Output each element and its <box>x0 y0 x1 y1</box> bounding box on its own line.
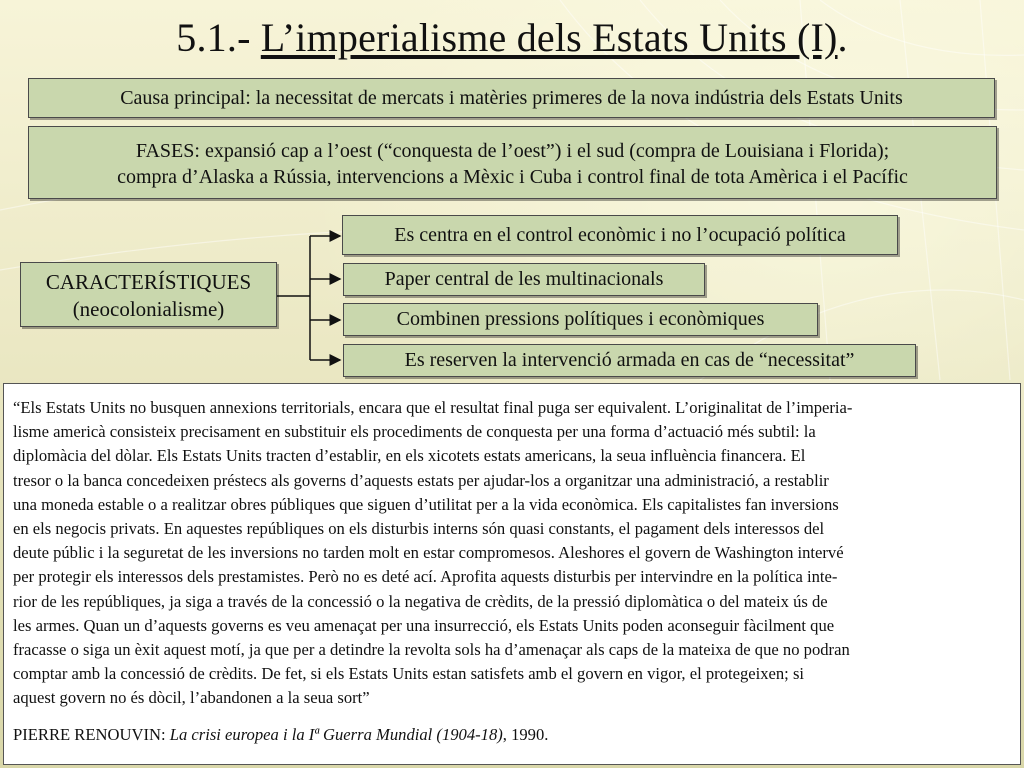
quote-line: rior de les repúbliques, ja siga a través de la concessió o la negativa de crèdits, de la pressió diplomàtica o del mateix ús de <box>13 591 828 611</box>
phases-line-1-text: : expansió cap a l’oest (“conquesta de l’oest”) i el sud (compra de Louisiana i Florida); <box>194 140 890 162</box>
quote-line: aquest govern no és dòcil, l’abandonen a la seua sort” <box>13 688 370 708</box>
quote-line: en els negocis privats. En aquestes repúbliques on els disturbis interns són quasi constants, el pagament dels interessos del <box>13 519 825 539</box>
characteristics-subtitle: (neocolonialisme) <box>72 297 225 321</box>
quote-line: per protegir els interessos dels prestamistes. Però no es deté ací. Aprofita aquests disturbis per intervindre en la política inte- <box>13 567 838 587</box>
quote-line: les armes. Quan un d’aquests governs es veu amenaçat per una insurrecció, els Estats Units poden aconseguir fàcilment que <box>13 615 835 635</box>
title-text: L’imperialisme dels Estats Units (I) <box>260 15 838 60</box>
quote-line: comptar amb la concessió de crèdits. De fet, si els Estats Units estan satisfets amb el govern en vigor, el protegeixen; si <box>13 664 805 684</box>
characteristics-box <box>20 262 277 327</box>
phases-line-2: compra d’Alaska a Rússia, intervencions a Mèxic i Cuba i control final de tota Amèrica i el Pacífic <box>117 166 908 188</box>
quote-line: diplomàcia del dòlar. Els Estats Units tracten d’establir, en els xicotets estats americans, la seua influència financera. El <box>13 446 806 466</box>
characteristics-title: CARACTERÍSTIQUES <box>45 270 252 294</box>
characteristic-item-2: Paper central de les multinacionals <box>343 263 705 296</box>
title-end: . <box>837 15 848 60</box>
characteristic-item-1: Es centra en el control econòmic i no l’ocupació política <box>342 215 898 255</box>
quote-author: PIERRE RENOUVIN: <box>13 724 166 744</box>
quote-year: , 1990. <box>502 724 549 744</box>
cause-label: Causa principal <box>120 87 246 109</box>
quote-line: “Els Estats Units no busquen annexions territorials, encara que el resultat final puga ser equivalent. L’originalitat de l’imperia- <box>13 398 853 417</box>
phases-label: FASES <box>135 140 195 162</box>
quote-box <box>3 383 1021 765</box>
main-cause-box <box>28 78 995 118</box>
characteristic-item-4: Es reserven la intervenció armada en cas de “necessitat” <box>343 344 916 377</box>
quote-line: tresor o la banca concedeixen préstecs als governs d’aquests estats per ajudar-los a organitzar una administració, a restablir <box>13 470 829 490</box>
phases-box <box>28 126 997 199</box>
title-number: 5.1.- <box>176 15 251 60</box>
characteristic-item-3: Combinen pressions polítiques i econòmiques <box>343 303 818 336</box>
page-title <box>0 14 1024 61</box>
phases-line-1 <box>29 138 996 164</box>
cause-text: : la necessitat de mercats i matèries primeres de la nova indústria dels Estats Units <box>245 87 903 109</box>
quote-line: lisme americà consisteix precisament en substituir els procediments de conquesta per una forma d’actuació més subtil: la <box>13 422 816 442</box>
quote-line: deute públic i la seguretat de les inversions no tarden molt en estar compromesos. Aleshores el govern de Washington intervé <box>13 543 844 563</box>
quote-work: La crisi europea i la Iª Guerra Mundial (1904-18) <box>169 724 503 744</box>
quote-attribution <box>13 723 1010 747</box>
quote-line: fracasse o siga un èxit aquest motí, ja que per a detindre la revolta sols ha d’amenaçar als caps de la mateixa de que no podran <box>13 640 850 660</box>
quote-line: una moneda estable o a realitzar obres públiques que siguen d’utilitat per a la vida econòmica. Els capitalistes fan inversions <box>13 494 839 514</box>
